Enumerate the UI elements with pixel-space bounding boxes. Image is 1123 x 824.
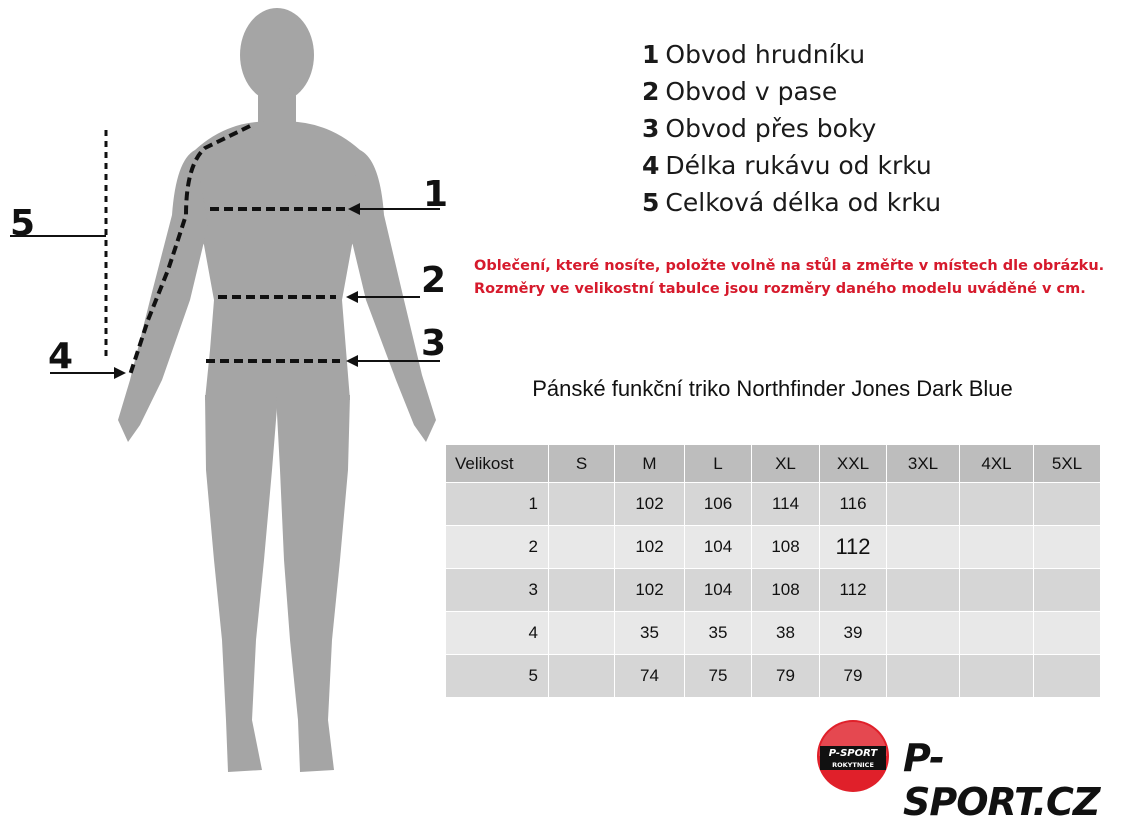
header-cell: XXL [820, 445, 887, 483]
table-cell [960, 569, 1034, 612]
table-cell: 112 [820, 569, 887, 612]
table-cell: 39 [820, 612, 887, 655]
table-cell [887, 655, 960, 698]
table-cell [549, 526, 615, 569]
table-cell: 74 [615, 655, 685, 698]
row-label: 2 [446, 526, 549, 569]
table-header-row [446, 445, 1101, 483]
body-measurement-figure [0, 0, 460, 794]
legend-item [642, 73, 941, 110]
header-cell: 3XL [887, 445, 960, 483]
table-cell: 104 [685, 526, 752, 569]
table-cell: 106 [685, 483, 752, 526]
marker-2-label: 2 [421, 260, 447, 301]
marker-1-label: 1 [423, 174, 449, 215]
table-cell [1034, 612, 1101, 655]
marker-5-label: 5 [10, 203, 36, 244]
table-cell [960, 526, 1034, 569]
table-cell: 79 [752, 655, 820, 698]
header-cell: M [615, 445, 685, 483]
table-cell [960, 655, 1034, 698]
legend-item-text: Obvod hrudníku [665, 40, 866, 69]
row-label: 4 [446, 612, 549, 655]
table-cell: 35 [615, 612, 685, 655]
legend-item [642, 110, 941, 147]
legend-item-text: Délka rukávu od krku [665, 151, 932, 180]
marker-4-label: 4 [48, 336, 74, 377]
table-cell [1034, 655, 1101, 698]
table-cell: 102 [615, 483, 685, 526]
table-cell [887, 483, 960, 526]
table-cell [549, 483, 615, 526]
table-row [446, 483, 1101, 526]
table-row [446, 655, 1101, 698]
table-cell: 102 [615, 526, 685, 569]
header-cell: L [685, 445, 752, 483]
table-cell: 112 [820, 526, 887, 569]
table-cell [887, 612, 960, 655]
table-cell [1034, 526, 1101, 569]
table-cell: 102 [615, 569, 685, 612]
table-row [446, 526, 1101, 569]
table-cell: 75 [685, 655, 752, 698]
legend-item-text: Celková délka od krku [665, 188, 942, 217]
header-cell: XL [752, 445, 820, 483]
table-cell [887, 569, 960, 612]
table-cell [549, 569, 615, 612]
legend-item-text: Obvod v pase [665, 77, 838, 106]
table-cell: 79 [820, 655, 887, 698]
table-cell: 35 [685, 612, 752, 655]
row-label: 3 [446, 569, 549, 612]
legend-item-number: 2 [642, 77, 660, 106]
table-cell: 116 [820, 483, 887, 526]
header-cell: Velikost [446, 445, 549, 483]
header-cell: 4XL [960, 445, 1034, 483]
legend-item-number: 4 [642, 151, 660, 180]
legend-item-number: 1 [642, 40, 660, 69]
table-cell: 108 [752, 526, 820, 569]
table-cell: 114 [752, 483, 820, 526]
table-cell [960, 612, 1034, 655]
table-cell [549, 612, 615, 655]
table-cell: 108 [752, 569, 820, 612]
table-row [446, 569, 1101, 612]
row-label: 1 [446, 483, 549, 526]
table-cell: 38 [752, 612, 820, 655]
measuring-instructions [474, 255, 1104, 301]
logo-wordmark: P-SPORT.CZ [903, 736, 1100, 824]
legend-item-number: 3 [642, 114, 660, 143]
table-cell [549, 655, 615, 698]
legend-item-text: Obvod přes boky [665, 114, 877, 143]
header-cell: 5XL [1034, 445, 1101, 483]
row-label: 5 [446, 655, 549, 698]
table-cell: 104 [685, 569, 752, 612]
size-table [445, 444, 1101, 698]
legend-item [642, 36, 941, 73]
instructions-line-1: Oblečení, které nosíte, položte volně na stůl a změřte v místech dle obrázku. [474, 258, 1105, 274]
legend-item-number: 5 [642, 188, 660, 217]
product-title: Pánské funkční triko Northfinder Jones Dark Blue [532, 376, 1013, 401]
header-cell: S [549, 445, 615, 483]
measurement-legend [642, 36, 941, 221]
table-row [446, 612, 1101, 655]
human-silhouette [118, 8, 436, 772]
instructions-line-2: Rozměry ve velikostní tabulce jsou rozměry daného modelu uváděné v cm. [474, 281, 1086, 297]
table-cell [1034, 569, 1101, 612]
marker-3-label: 3 [421, 323, 447, 364]
logo-badge-line-2: ROKYTNICE [832, 761, 874, 769]
marker-5-total-length [10, 130, 106, 360]
table-cell [1034, 483, 1101, 526]
table-cell [960, 483, 1034, 526]
table-cell [887, 526, 960, 569]
legend-item [642, 147, 941, 184]
logo-badge-line-1: P-SPORT [828, 748, 878, 759]
legend-item [642, 184, 941, 221]
